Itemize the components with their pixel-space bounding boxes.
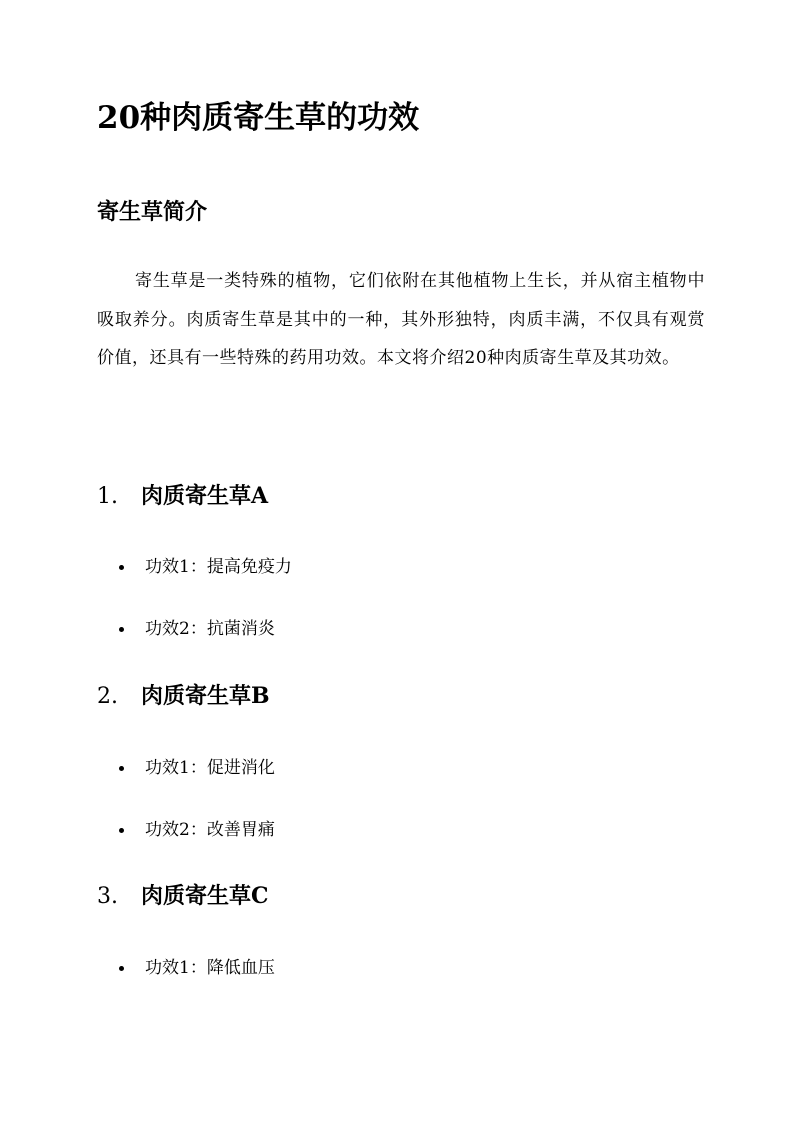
list-item — [119, 957, 275, 1019]
intro-paragraph: 寄生草是一类特殊的植物，它们依附在其他植物上生长，并从宿主植物中吸取养分。肉质寄生草是其中的一种，其外形独特，肉质丰满，不仅具有观赏价值，还具有一些特殊的药用功效。本文将介绍20种肉质寄生草及其功效。 — [97, 271, 705, 368]
item-heading-1 — [97, 480, 268, 513]
bullet-icon — [119, 565, 124, 570]
bullet-icon — [119, 627, 124, 632]
document-title: 20种肉质寄生草的功效 — [97, 100, 420, 136]
item-name: 肉质寄生草A — [141, 483, 269, 509]
intro-heading: 寄生草简介 — [97, 199, 208, 225]
list-item — [119, 618, 292, 680]
item-number: 2. — [97, 684, 118, 709]
effect-text: 功效1：降低血压 — [145, 958, 275, 978]
list-item — [119, 757, 275, 819]
item-name: 肉质寄生草B — [141, 683, 270, 709]
effect-list-1 — [119, 556, 292, 680]
effect-text: 功效2：改善胃痛 — [145, 820, 275, 840]
bullet-icon — [119, 966, 124, 971]
effect-text: 功效1：提高免疫力 — [145, 557, 292, 577]
bullet-icon — [119, 766, 124, 771]
list-item — [119, 556, 292, 618]
effect-list-2 — [119, 757, 275, 881]
effect-text: 功效2：抗菌消炎 — [145, 619, 275, 639]
item-heading-3 — [97, 880, 269, 913]
item-name: 肉质寄生草C — [141, 883, 269, 909]
item-number: 3. — [97, 884, 118, 909]
bullet-icon — [119, 828, 124, 833]
effect-text: 功效1：促进消化 — [145, 758, 275, 778]
list-item — [119, 819, 275, 881]
item-heading-2 — [97, 680, 270, 713]
effect-list-3 — [119, 957, 275, 1019]
item-number: 1. — [97, 484, 118, 509]
